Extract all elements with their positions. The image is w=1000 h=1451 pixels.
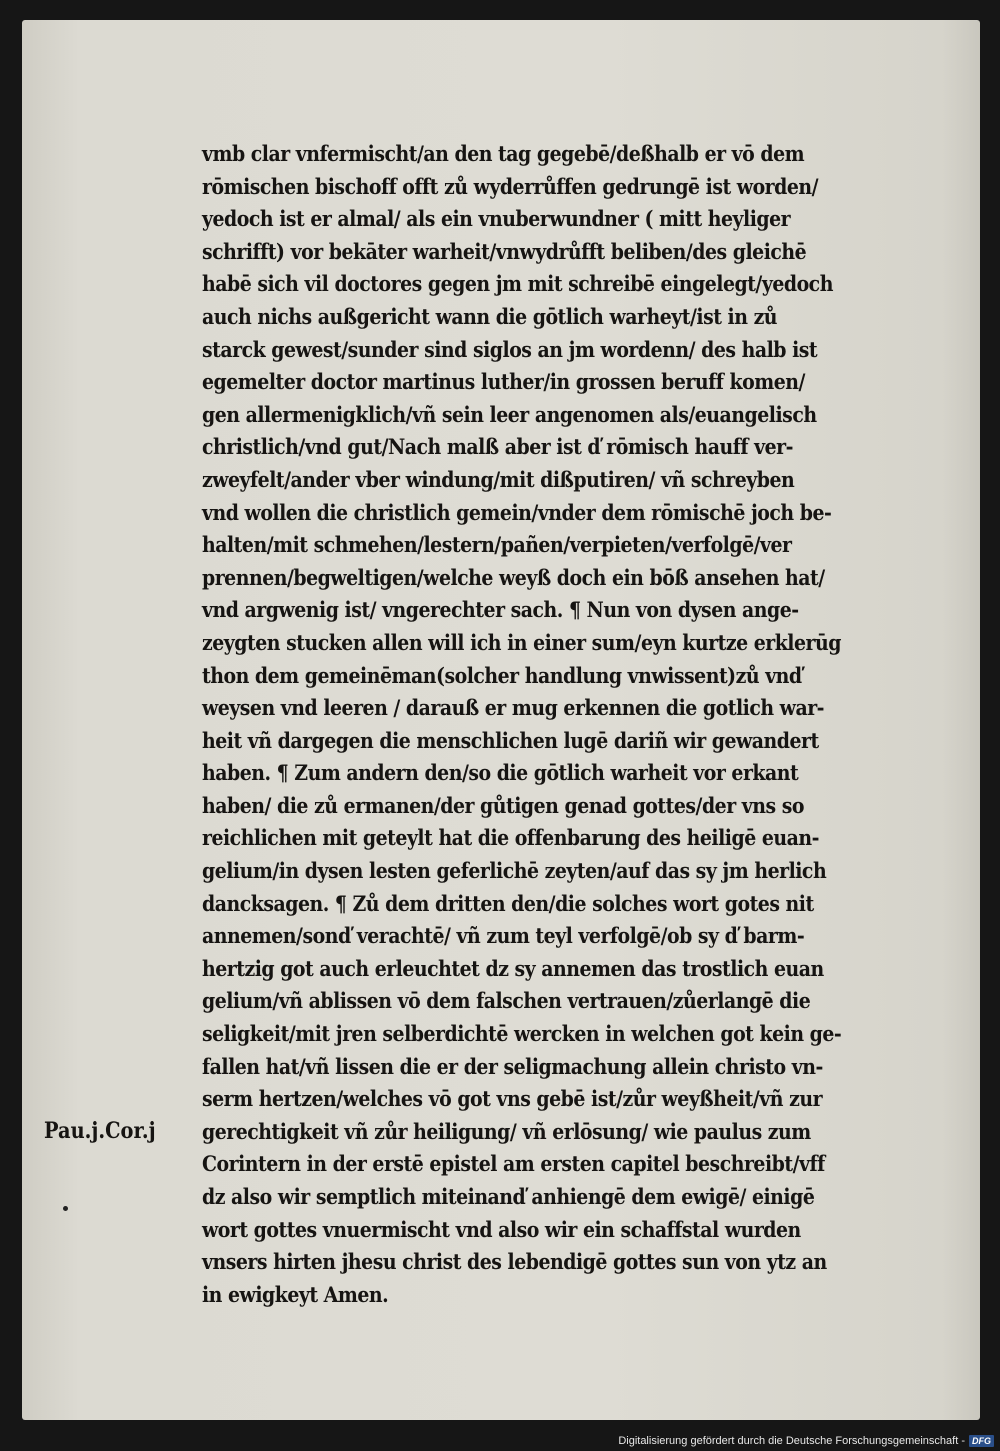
text-line: haben. ¶ Zum andern den/so die gōtlich warheit vor erkant	[202, 760, 799, 786]
text-line: habē sich vil doctores gegen jm mit schreibē eingelegt/yedoch	[202, 271, 833, 297]
text-line: annemen/sonď verachtē/ vñ zum teyl verfolgē/ob sy ď barm-	[202, 923, 805, 949]
text-line: vnd argwenig ist/ vngerechter sach. ¶ Nun von dysen ange-	[202, 597, 799, 623]
text-line: haben/ die zů ermanen/der gůtigen genad gottes/der vns so	[202, 792, 804, 818]
text-line: christlich/vnd gut/Nach malß aber ist ď rōmisch hauff ver-	[202, 434, 793, 460]
text-line: vnd wollen die christlich gemein/vnder dem rōmischē joch be-	[202, 499, 832, 525]
document-page	[22, 20, 980, 1420]
text-line: weysen vnd leeren / darauß er mug erkennen die gotlich war-	[202, 695, 825, 721]
funding-credit-text: Digitalisierung gefördert durch die Deutsche Forschungsgemeinschaft -	[618, 1435, 965, 1447]
text-line: zweyfelt/ander vber windung/mit dißputiren/ vñ schreyben	[202, 466, 795, 492]
body-text	[202, 138, 962, 1311]
text-line: zeygten stucken allen will ich in einer sum/eyn kurtze erklerūg	[202, 629, 841, 655]
text-line: gelium/in dysen lesten geferlichē zeyten/auf das sy jm herlich	[202, 858, 827, 884]
text-line: schrifft) vor bekāter warheit/vnwydrůfft beliben/des gleichē	[202, 238, 807, 264]
text-line: wort gottes vnuermischt vnd also wir ein schaffstal wurden	[202, 1216, 801, 1242]
text-line: gen allermenigklich/vñ sein leer angenomen als/euangelisch	[202, 401, 817, 427]
text-line: seligkeit/mit jren selberdichtē wercken in welchen got kein ge-	[202, 1021, 842, 1047]
text-line: hertzig got auch erleuchtet dz sy annemen das trostlich euan	[202, 955, 824, 981]
text-line: reichlichen mit geteylt hat die offenbarung des heiligē euan-	[202, 825, 819, 851]
text-line: egemelter doctor martinus luther/in grossen beruff komen/	[202, 369, 805, 395]
text-line: Corintern in der erstē epistel am ersten capitel beschreibt/vff	[202, 1151, 825, 1177]
text-line: yedoch ist er almal/ als ein vnuberwundner ( mitt heyliger	[202, 206, 791, 232]
text-line: gerechtigkeit vñ zůr heiligung/ vñ erlōsung/ wie paulus zum	[202, 1118, 811, 1144]
text-line: fallen hat/vñ lissen die er der seligmachung allein christo vn-	[202, 1053, 823, 1079]
text-line: rōmischen bischoff offt zů wyderrůffen gedrungē ist worden/	[202, 173, 819, 199]
marginal-note: Pau.j.Cor.j	[44, 1118, 156, 1144]
text-line: vmb clar vnfermischt/an den tag gegebē/deßhalb er vō dem	[202, 141, 805, 166]
footer-credit	[618, 1435, 994, 1447]
text-line: heit vñ dargegen die menschlichen lugē dariñ wir gewandert	[202, 727, 819, 753]
text-line: starck gewest/sunder sind siglos an jm wordenn/ des halb ist	[202, 336, 818, 362]
dfg-logo-icon: DFG	[969, 1435, 994, 1447]
text-line: thon dem gemeinēman(solcher handlung vnwissent)zů vnď	[202, 662, 802, 688]
text-line: serm hertzen/welches vō got vns gebē ist/zůr weyßheit/vñ zur	[202, 1086, 823, 1112]
text-line: halten/mit schmehen/lestern/pañen/verpieten/verfolgē/ver	[202, 532, 792, 558]
text-line: dz also wir semptlich miteinanď anhiengē dem ewigē/ einigē	[202, 1184, 815, 1209]
text-line: prennen/begweltigen/welche weyß doch ein bōß ansehen hat/	[202, 564, 825, 590]
text-line: auch nichs außgericht wann die gōtlich warheyt/ist in zů	[202, 303, 778, 329]
text-line: gelium/vñ ablissen vō dem falschen vertrauen/zůerlangē die	[202, 988, 811, 1014]
text-line: dancksagen. ¶ Zů dem dritten den/die solches wort gotes nit	[202, 890, 814, 916]
ink-dot	[63, 1206, 68, 1211]
text-line: vnsers hirten jhesu christ des lebendigē gottes sun von ytz an	[202, 1249, 827, 1275]
text-line: in ewigkeyt Amen.	[202, 1281, 389, 1307]
